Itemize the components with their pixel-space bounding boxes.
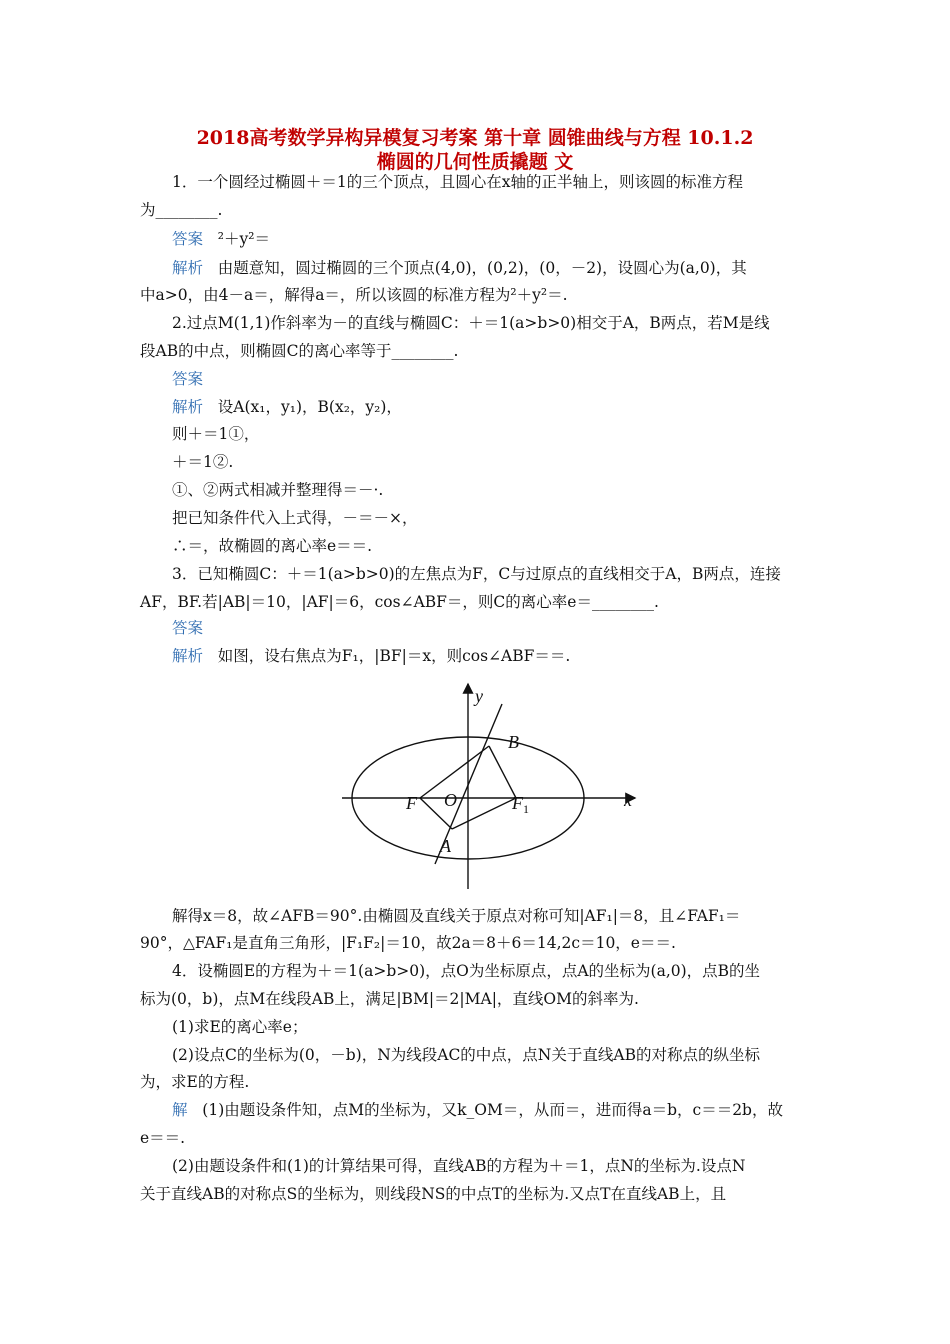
- q1-answer-value: ²＋y²＝: [217, 230, 270, 248]
- q2-text-1: 2.过点M(1,1)作斜率为－的直线与椭圆C：＋＝1(a>b>0)相交于A，B两点，若M是线: [172, 314, 770, 332]
- label-F1-subscript: 1: [523, 802, 529, 816]
- q1-analysis-1: [172, 257, 747, 279]
- q3-analysis-3: 90°，△FAF₁是直角三角形，|F₁F₂|＝10，故2a＝8＋6＝14,2c＝10，e＝＝.: [140, 934, 676, 952]
- q2-analysis-4: ①、②两式相减并整理得＝－·.: [172, 481, 384, 499]
- q2-analysis-6: ∴＝，故椭圆的离心率e＝＝.: [172, 537, 373, 555]
- q4-text-2: 标为(0，b)，点M在线段AB上，满足|BM|＝2|MA|，直线OM的斜率为.: [140, 990, 639, 1008]
- label-y: y: [475, 686, 483, 706]
- doc-title-line-2: 椭圆的几何性质撬题 文: [376, 151, 574, 173]
- label-F1-main: F: [512, 793, 523, 813]
- q2-analysis-3: ＋＝1②.: [172, 453, 234, 471]
- q2-analysis-text: 设A(x₁，y₁)，B(x₂，y₂)，: [217, 398, 402, 416]
- analysis-label: 解析: [172, 259, 204, 277]
- label-O: O: [444, 790, 457, 810]
- label-A: A: [440, 836, 451, 856]
- q2-answer: [172, 368, 203, 390]
- label-F1: [511, 793, 529, 816]
- q4-text-1: 4．设椭圆E的方程为＋＝1(a>b>0)，点O为坐标原点，点A的坐标为(a,0)，点B的坐: [172, 962, 761, 980]
- segment-F1A: [452, 798, 516, 829]
- q3-text-2: AF，BF.若|AB|＝10，|AF|＝6，cos∠ABF＝，则C的离心率e＝________.: [140, 593, 659, 611]
- q3-text-1: 3．已知椭圆C：＋＝1(a>b>0)的左焦点为F，C与过原点的直线相交于A，B两点，连接: [172, 565, 781, 583]
- q4-part-1: (1)求E的离心率e；: [172, 1018, 308, 1036]
- q1-text-2: 为________.: [140, 201, 223, 219]
- q2-text-2: 段AB的中点，则椭圆C的离心率等于________.: [140, 342, 459, 360]
- label-B: B: [508, 732, 519, 752]
- answer-label: 答案: [172, 370, 204, 388]
- doc-title-line-1: 2018高考数学异构异模复习考案 第十章 圆锥曲线与方程 10.1.2: [196, 127, 754, 149]
- q1-answer: [172, 228, 270, 250]
- q4-solution-text: (1)由题设条件知，点M的坐标为，又k_OM＝，从而＝，进而得a＝b，c＝＝2b，故: [202, 1101, 783, 1119]
- analysis-label: 解析: [172, 647, 204, 665]
- q3-analysis-1: [172, 645, 570, 667]
- q4-solution-2a: (2)由题设条件和(1)的计算结果可得，直线AB的方程为＋＝1，点N的坐标为.设点N: [172, 1157, 746, 1175]
- q3-answer: [172, 617, 203, 639]
- q1-analysis-text: 由题意知，圆过椭圆的三个顶点(4,0)，(0,2)，(0，－2)，设圆心为(a,0)，其: [217, 259, 747, 277]
- q2-analysis-5: 把已知条件代入上式得，－＝－×，: [172, 509, 418, 527]
- q1-analysis-2: 中a>0，由4－a＝，解得a＝，所以该圆的标准方程为²＋y²＝.: [140, 286, 568, 304]
- q3-analysis-2: 解得x＝8，故∠AFB＝90°.由椭圆及直线关于原点对称可知|AF₁|＝8，且∠FAF₁＝: [172, 907, 741, 925]
- segment-BF1: [489, 746, 516, 798]
- solution-label: 解: [172, 1101, 188, 1119]
- q4-part-2b: 为，求E的方程.: [140, 1073, 250, 1091]
- answer-label: 答案: [172, 230, 204, 248]
- q4-part-2a: (2)设点C的坐标为(0，－b)，N为线段AC的中点，点N关于直线AB的对称点的纵坐标: [172, 1046, 760, 1064]
- label-F: F: [406, 793, 417, 813]
- answer-label: 答案: [172, 619, 204, 637]
- q4-solution-1b: e＝＝.: [140, 1129, 186, 1147]
- q1-text-1: 1．一个圆经过椭圆＋＝1的三个顶点，且圆心在x轴的正半轴上，则该圆的标准方程: [172, 173, 743, 191]
- q3-analysis-text: 如图，设右焦点为F₁，|BF|＝x，则cos∠ABF＝＝.: [217, 647, 571, 665]
- q2-analysis-1: [172, 396, 402, 418]
- analysis-label: 解析: [172, 398, 204, 416]
- q4-solution-1a: [172, 1099, 783, 1121]
- label-x: x: [624, 790, 632, 810]
- ellipse-figure: [330, 674, 650, 896]
- q4-solution-2b: 关于直线AB的对称点S的坐标为，则线段NS的中点T的坐标为.又点T在直线AB上，且: [140, 1185, 727, 1203]
- q2-analysis-2: 则＋＝1①，: [172, 425, 260, 443]
